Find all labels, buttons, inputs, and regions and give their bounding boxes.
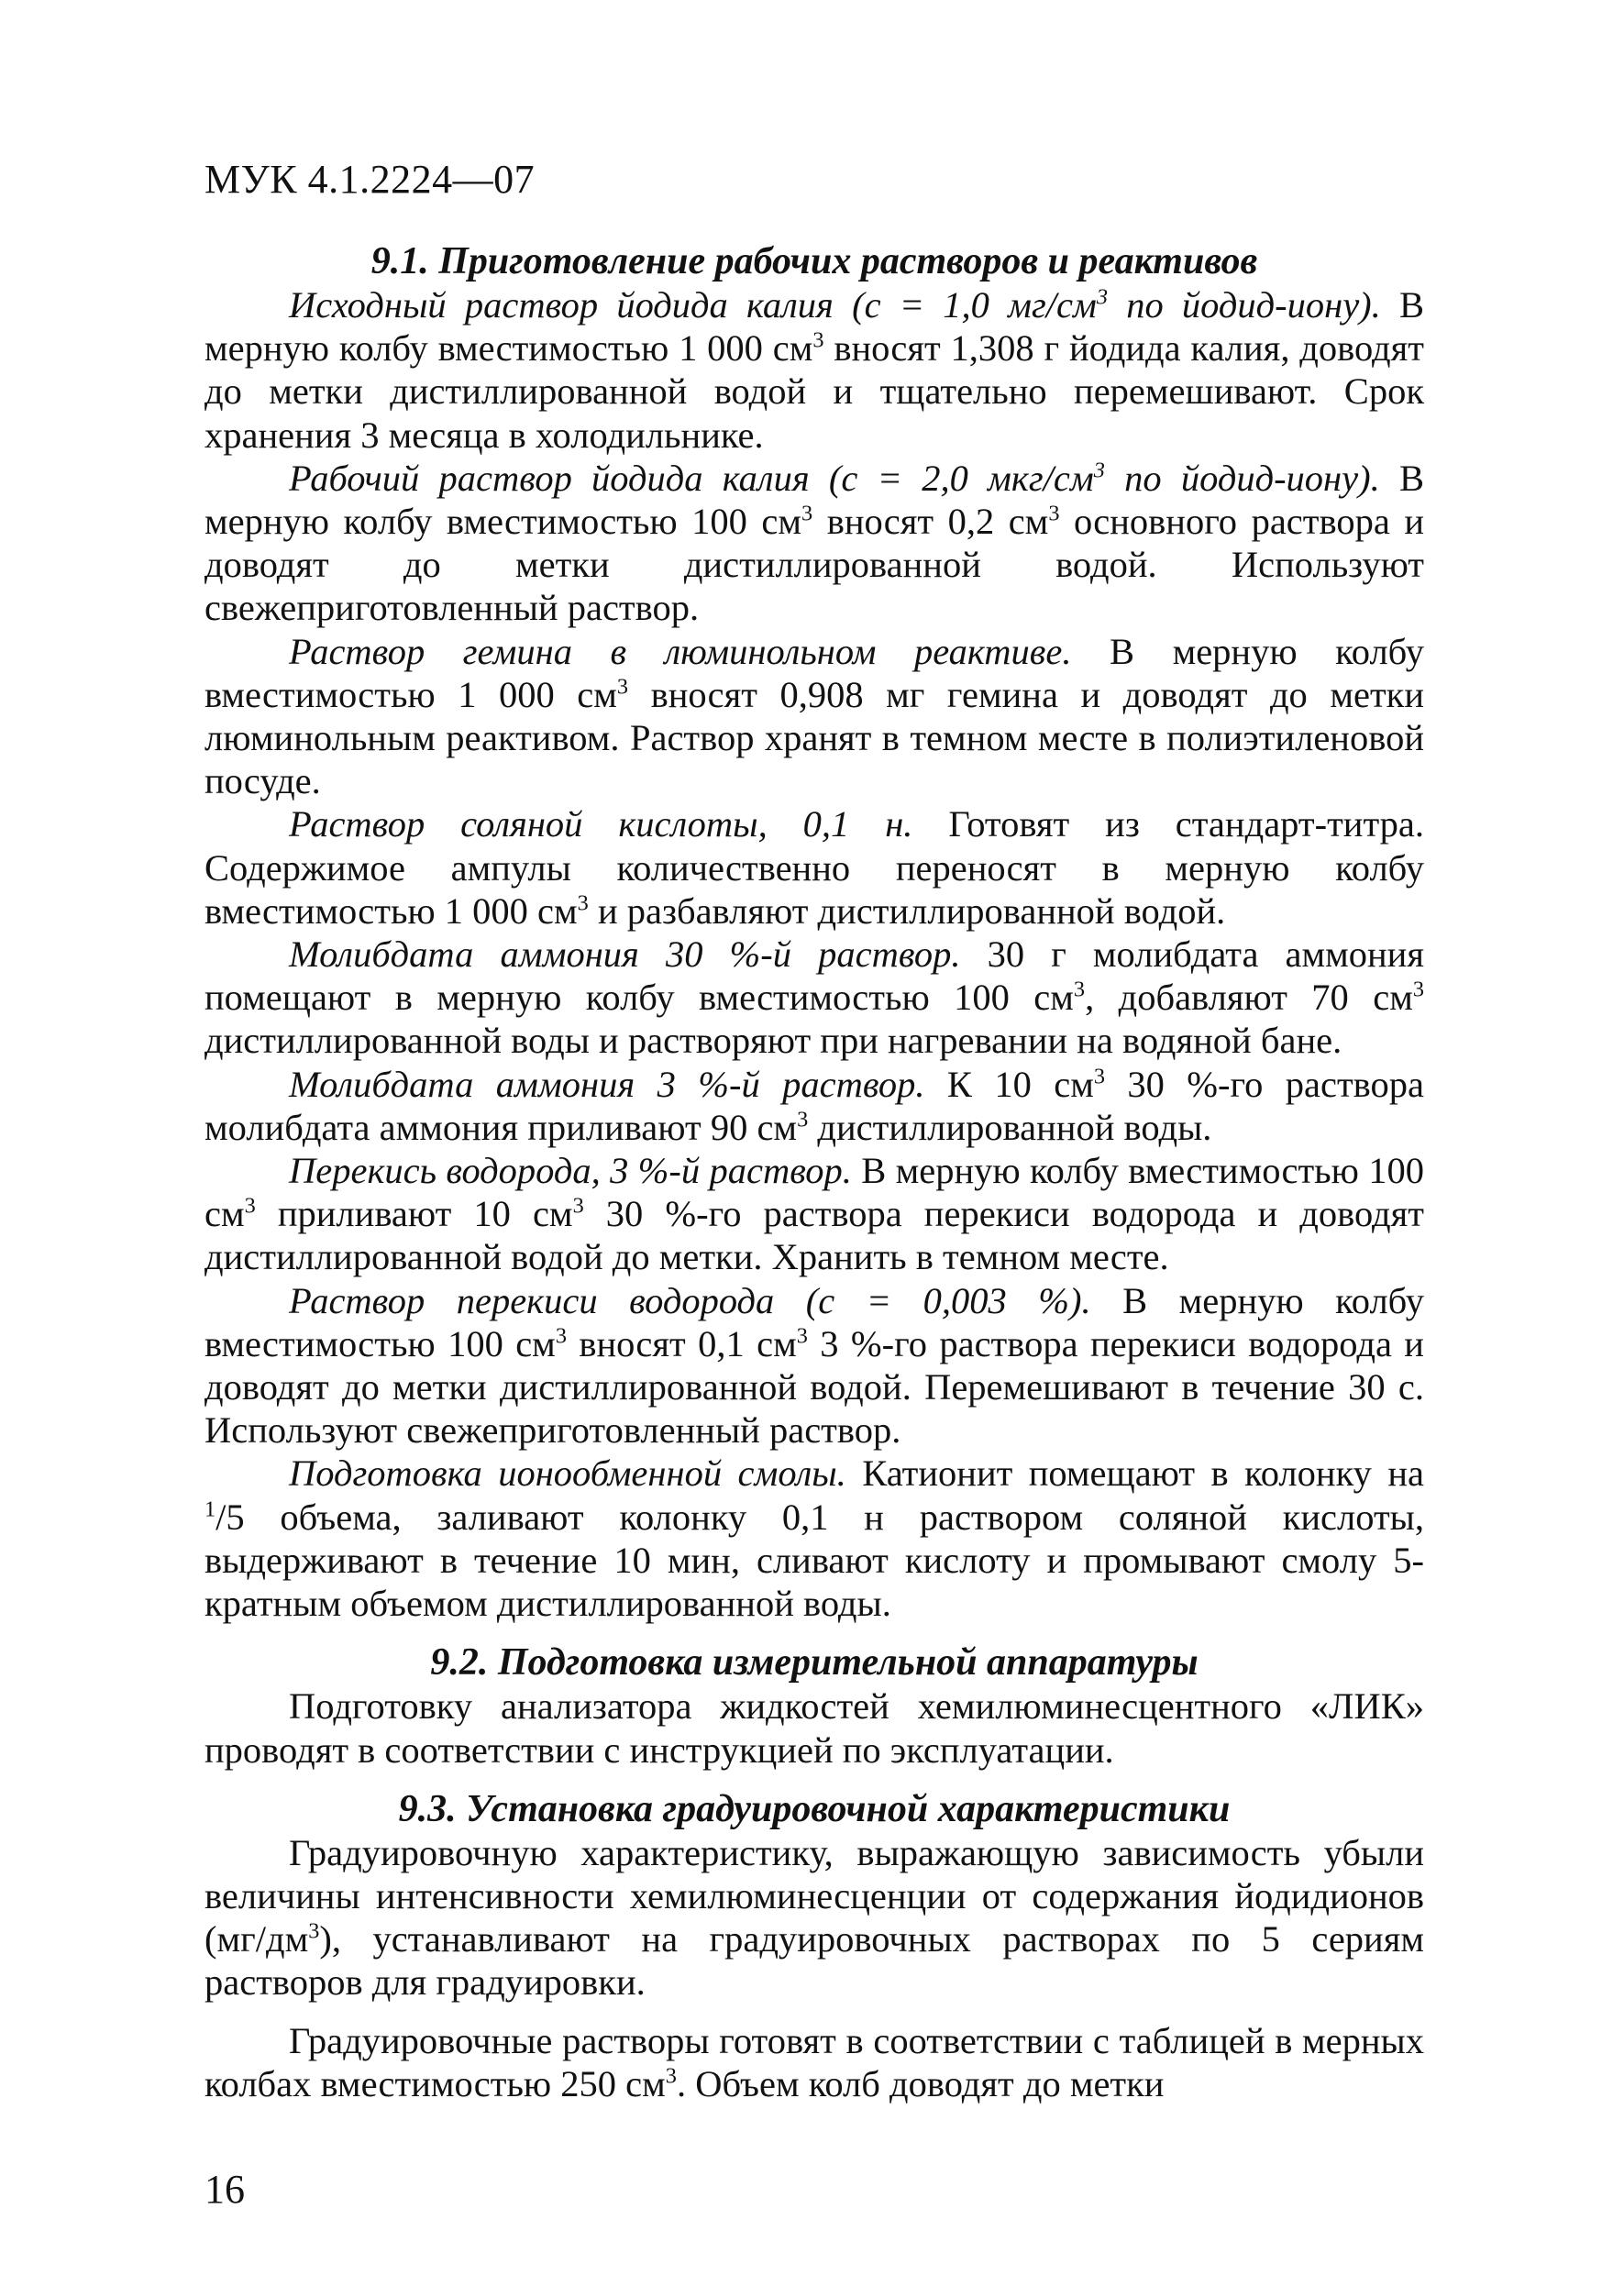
paragraph-title: Рабочий раствор йодида калия (с = 2,0 мкг/$см^3$ по йодид-иону).: [289, 457, 1380, 499]
paragraph-molybdate-30: Молибдата аммония 30 %-й раствор. 30 г молибдата аммония помещают в мерную колбу вместимостью 100 $см^3$, добавляют 70 $см^3$ дистиллированной воды и растворяют при нагревании на водяной бане.: [204, 933, 1424, 1062]
section-heading-9-3: 9.3. Установка градуировочной характеристики: [398, 1787, 1231, 1830]
paragraph-hemin-solution: Раствор гемина в люминольном реактиве. В мерную колбу вместимостью 1 000 $см^3$ вносят 0,908 мг гемина и доводят до метки люминольным реактивом. Раствор хранят в темном месте в полиэтиленовой посуде.: [204, 630, 1424, 802]
paragraph-title: Молибдата аммония 3 %-й раствор.: [289, 1063, 925, 1105]
paragraph-peroxide-0003: Раствор перекиси водорода (с = 0,003 %). В мерную колбу вместимостью 100 $см^3$ вносят 0,1 $см^3$ 3 %-го раствора перекиси водорода и доводят до метки дистиллированной водой. Перемешивают в течение 30 с. Используют свежеприготовленный раствор.: [204, 1279, 1424, 1452]
paragraph-hydrochloric-acid: Раствор соляной кислоты, 0,1 н. Готовят из стандарт-титра. Содержимое ампулы количественно переносят в мерную колбу вместимостью 1 000 $см^3$ и разбавляют дистиллированной водой.: [204, 803, 1424, 932]
paragraph-peroxide-3: Перекись водорода, 3 %-й раствор. В мерную колбу вместимостью 100 $см^3$ приливают 10 $см^3$ 30 %-го раствора перекиси водорода и доводят дистиллированной водой до метки. Хранить в темном месте.: [204, 1150, 1424, 1278]
paragraph-working-potassium-iodide: Рабочий раствор йодида калия (с = 2,0 мкг/$см^3$ по йодид-иону). В мерную колбу вместимостью 100 $см^3$ вносят 0,2 $см^3$ основного раствора и доводят до метки дистиллированной водой. Используют свежеприготовленный раствор.: [204, 457, 1425, 629]
page-body: [204, 240, 1424, 2105]
section-heading-9-1: 9.1. Приготовление рабочих растворов и реактивов: [370, 240, 1258, 282]
section-heading-9-2: 9.2. Подготовка измерительной аппаратуры: [430, 1641, 1199, 1684]
paragraph-title: Раствор соляной кислоты, 0,1 н.: [289, 803, 913, 845]
paragraph-ion-exchange-resin: Подготовка ионообменной смолы. Катионит помещают в колонку на $^1$/5 объема, заливают колонку 0,1 н раствором соляной кислоты, выдерживают в течение 10 мин, сливают кислоту и промывают смолу 5-кратным объемом дистиллированной воды.: [204, 1452, 1425, 1625]
paragraph-title: Исходный раствор йодида калия (с = 1,0 $мг/см^3$ по йодид-иону).: [289, 284, 1381, 326]
paragraph-title: Молибдата аммония 30 %-й раствор.: [289, 933, 961, 976]
paragraph-title: Подготовка ионообменной смолы.: [289, 1452, 846, 1495]
paragraph-molybdate-3: Молибдата аммония 3 %-й раствор. К 10 $см^3$ 30 %-го раствора молибдата аммония приливают 90 $см^3$ дистиллированной воды.: [204, 1063, 1424, 1148]
paragraph-title: Раствор перекиси водорода (с = 0,003 %).: [289, 1279, 1091, 1321]
paragraph-title: Раствор гемина в люминольном реактиве.: [289, 630, 1072, 672]
paragraph-instrument-preparation: Подготовку анализатора жидкостей хемилюминесцентного «ЛИК» проводят в соответствии с инструкцией по эксплуатации.: [204, 1685, 1424, 1771]
page-number: 16: [204, 2167, 245, 2212]
paragraph-calibration-solutions: Градуировочные растворы готовят в соответствии с таблицей в мерных колбах вместимостью 250 $см^3$. Объем колб доводят до метки: [204, 2019, 1424, 2104]
paragraph-title: Перекись водорода, 3 %-й раствор.: [289, 1150, 852, 1192]
paragraph-calibration-characteristic: Градуировочную характеристику, выражающую зависимость убыли величины интенсивности хемилюминесценции от содержания йодидионов $(мг/дм^3)$, устанавливают на градуировочных растворах по 5 сериям растворов для градуировки.: [204, 1831, 1424, 2004]
paragraph-stock-potassium-iodide: Исходный раствор йодида калия (с = 1,0 $мг/см^3$ по йодид-иону). В мерную колбу вместимостью 1 000 $см^3$ вносят 1,308 г йодида калия, доводят до метки дистиллированной водой и тщательно перемешивают. Срок хранения 3 месяца в холодильнике.: [204, 284, 1425, 456]
document-code: МУК 4.1.2224—07: [204, 157, 536, 202]
